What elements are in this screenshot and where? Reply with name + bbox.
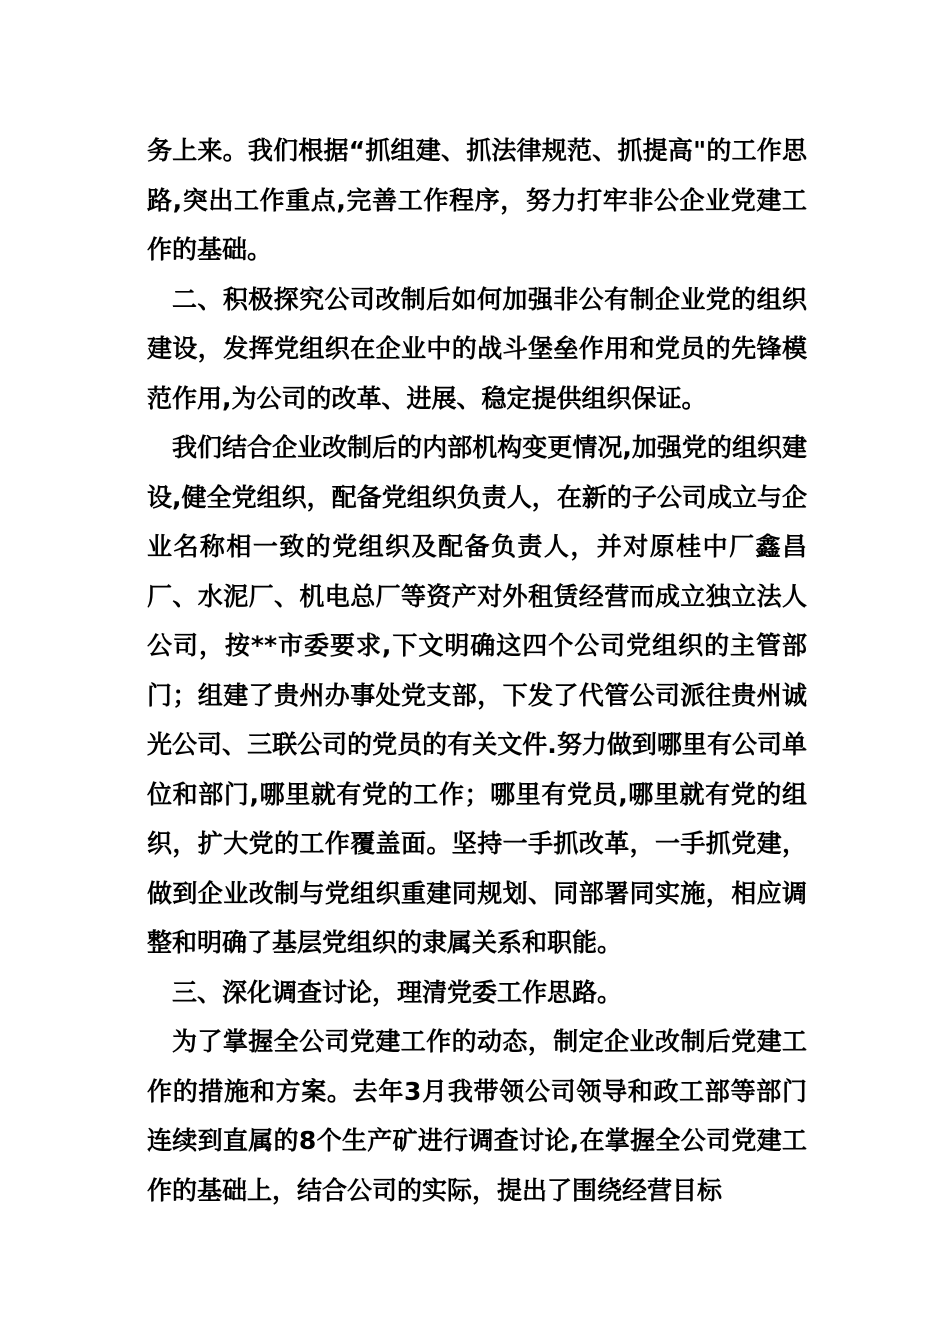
paragraph-continuation: 务上来。我们根据“抓组建、抓法律规范、抓提高"的工作思路,突出工作重点,完善工作程序，努力打牢非公企业党建工作的基础。: [147, 136, 807, 264]
paragraph-organization-building: 我们结合企业改制后的内部机构变更情况,加强党的组织建设,健全党组织，配备党组织负责人，在新的子公司成立与企业名称相一致的党组织及配备负责人，并对原桂中厂鑫昌厂、水泥厂、机电总厂等资产对外租赁经营而成立独立法人公司，按**市委要求,下文明确这四个公司党组织的主管部门；组建了贵州办事处党支部，下发了代管公司派往贵州诚光公司、三联公司的党员的有关文件.努力做到哪里有公司单位和部门,哪里就有党的工作；哪里有党员,哪里就有党的组织，扩大党的工作覆盖面。坚持一手抓改革，一手抓党建，做到企业改制与党组织重建同规划、同部署同实施，相应调整和明确了基层党组织的隶属关系和职能。: [147, 433, 807, 957]
document-body: [147, 126, 807, 1215]
section-heading-two: 二、积极探究公司改制后如何加强非公有制企业党的组织建设，发挥党组织在企业中的战斗堡垒作用和党员的先锋模范作用,为公司的改革、进展、稳定提供组织保证。: [147, 284, 807, 413]
paragraph-research: 为了掌握全公司党建工作的动态，制定企业改制后党建工作的措施和方案。去年3月我带领公司领导和政工部等部门连续到直属的8个生产矿进行调查讨论,在掌握全公司党建工作的基础上，结合公司的实际，提出了围绕经营目标: [147, 1027, 807, 1205]
section-heading-three: 三、深化调查讨论，理清党委工作思路。: [172, 977, 623, 1007]
